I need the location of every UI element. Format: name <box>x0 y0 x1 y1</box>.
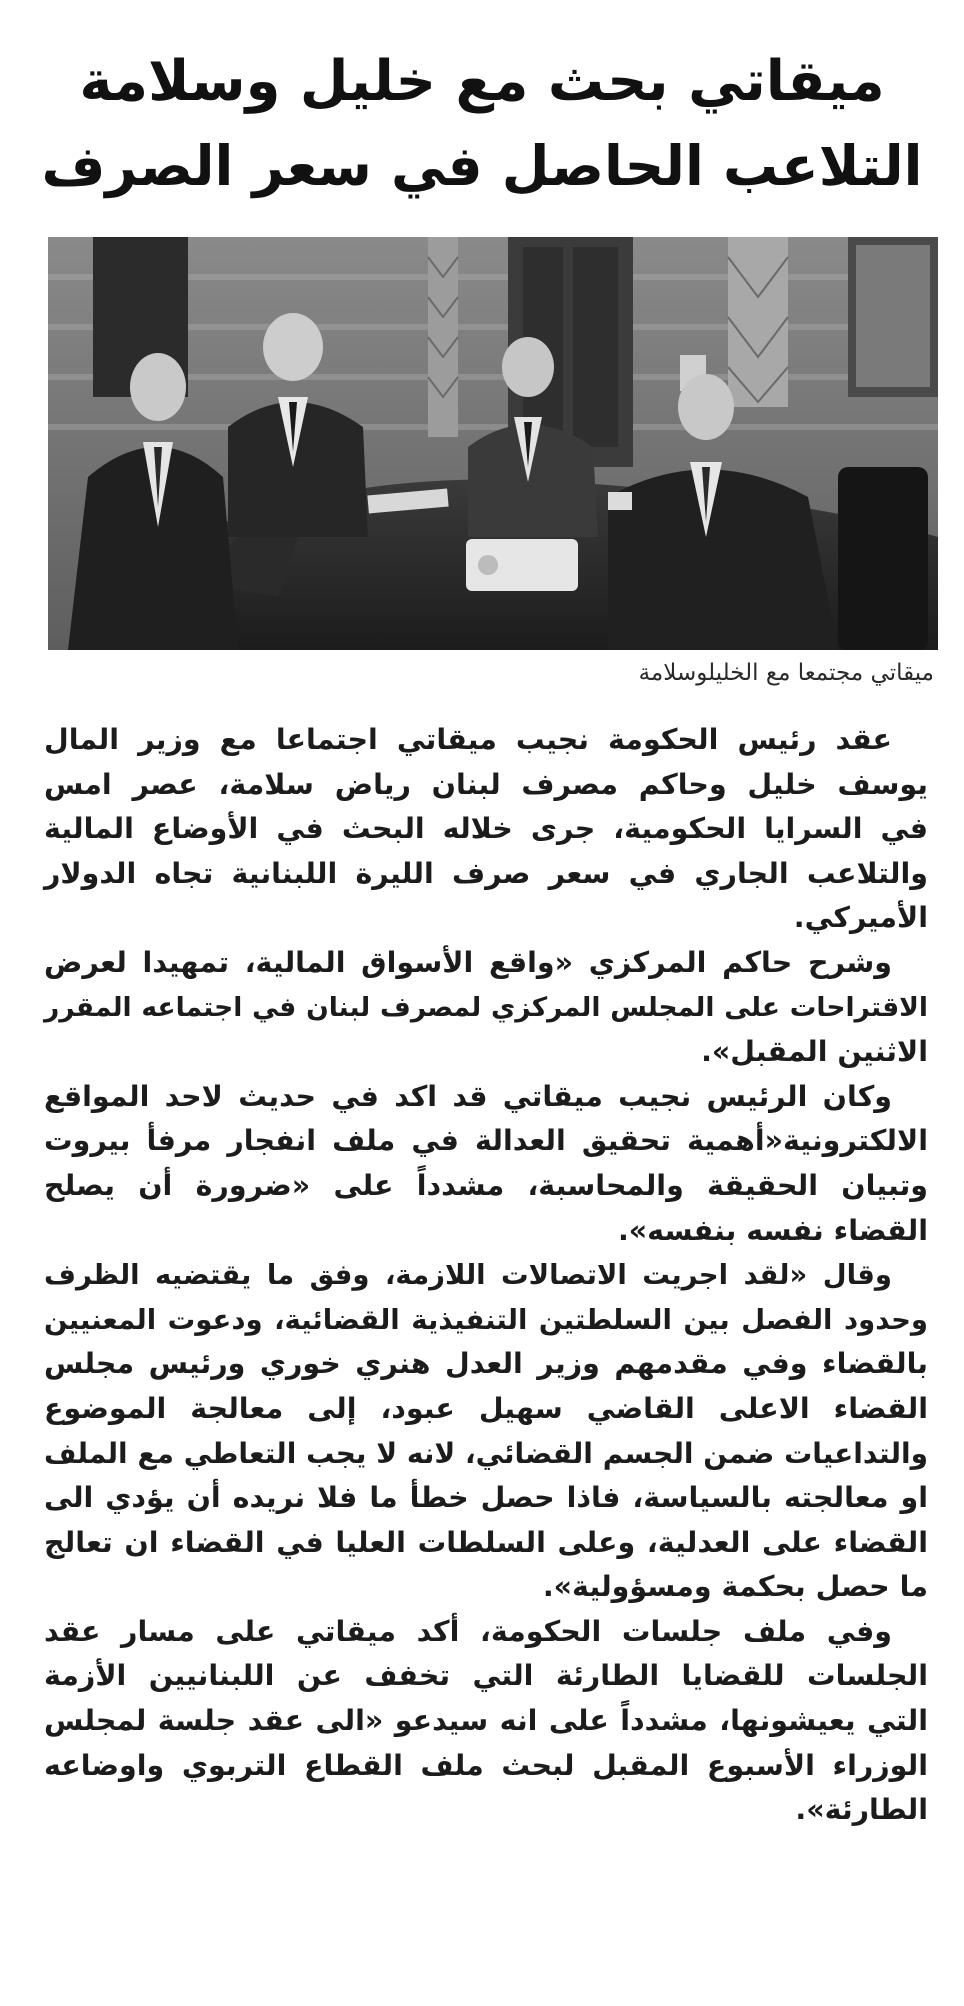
text-line: الوزراء الأسبوع المقبل لبحث ملف القطاع التربوي واوضاعه <box>44 1748 928 1782</box>
paragraph-2 <box>44 941 928 1075</box>
text-line: وشرح حاكم المركزي «واقع الأسواق المالية، تمهيدا لعرض <box>44 945 892 979</box>
text-line: وحدود الفصل بين السلطتين التنفيذية القضائية، ودعوت المعنيين <box>44 1303 928 1336</box>
text-line: والتلاعب الجاري في سعر صرف الليرة اللبنانية تجاه الدولار <box>44 856 928 890</box>
text-line: الالكترونية«أهمية تحقيق العدالة في ملف انفجار مرفأ بيروت <box>44 1124 928 1158</box>
text-line: عقد رئيس الحكومة نجيب ميقاتي اجتماعا مع وزير المال <box>44 723 892 756</box>
text-line: الطارئة». <box>795 1793 928 1827</box>
headline-line-2: التلاعب الحاصل في سعر الصرف <box>41 134 923 198</box>
text-line: القضاء الاعلى القاضي سهيل عبود، إلى معالجة الموضوع <box>44 1391 928 1425</box>
paragraph-3 <box>44 1075 928 1253</box>
text-line: الاثنين المقبل». <box>701 1035 928 1069</box>
text-line: ما حصل بحكمة ومسؤولية». <box>542 1570 928 1604</box>
text-line: في السرايا الحكومية، جرى خلاله البحث في الأوضاع المالية <box>44 812 928 846</box>
text-line: وكان الرئيس نجيب ميقاتي قد اكد في حديث لاحد المواقع <box>44 1079 892 1113</box>
headline-line-1: ميقاتي بحث مع خليل وسلامة <box>79 49 885 114</box>
text-line: والتداعيات ضمن الجسم القضائي، لانه لا يجب التعاطي مع الملف <box>44 1436 928 1470</box>
paragraph-1 <box>44 718 928 941</box>
text-line: القضاء نفسه بنفسه». <box>617 1213 928 1247</box>
text-line: التي يعيشونها، مشدداً على انه سيدعو «الى عقد جلسة لمجلس <box>44 1704 928 1738</box>
text-line: وفي ملف جلسات الحكومة، أكد ميقاتي على مسار عقد <box>44 1614 892 1648</box>
text-line: او معالجته بالسياسة، فاذا حصل خطأ ما فلا نريده أن يؤدي الى <box>44 1481 928 1515</box>
text-line: وقال «لقد اجريت الاتصالات اللازمة، وفق ما يقتضيه الظرف <box>44 1259 892 1292</box>
text-line: الاقتراحات على المجلس المركزي لمصرف لبنان في اجتماعه المقرر <box>44 991 928 1023</box>
text-line: وتبيان الحقيقة والمحاسبة، مشدداً على «ضرورة أن يصلح <box>44 1168 928 1202</box>
article-body <box>44 718 928 1833</box>
paragraph-5 <box>44 1610 928 1833</box>
text-line: القضاء على العدلية، وعلى السلطات العليا في القضاء ان تعالج <box>44 1525 928 1559</box>
text-line: يوسف خليل وحاكم مصرف لبنان رياض سلامة، عصر امس <box>44 767 928 801</box>
article-photo <box>48 237 938 650</box>
paragraph-4 <box>44 1253 928 1610</box>
text-line: الجلسات للقضايا الطارئة التي تخفف عن اللبنانيين الأزمة <box>44 1659 928 1693</box>
meeting-photo-illustration <box>48 237 938 650</box>
text-line: بالقضاء وفي مقدمهم وزير العدل هنري خوري ورئيس مجلس <box>44 1347 928 1381</box>
article-headline <box>40 40 924 208</box>
photo-caption: ميقاتي مجتمعا مع الخليلوسلامة <box>638 660 934 686</box>
text-line: الأميركي. <box>793 901 928 935</box>
